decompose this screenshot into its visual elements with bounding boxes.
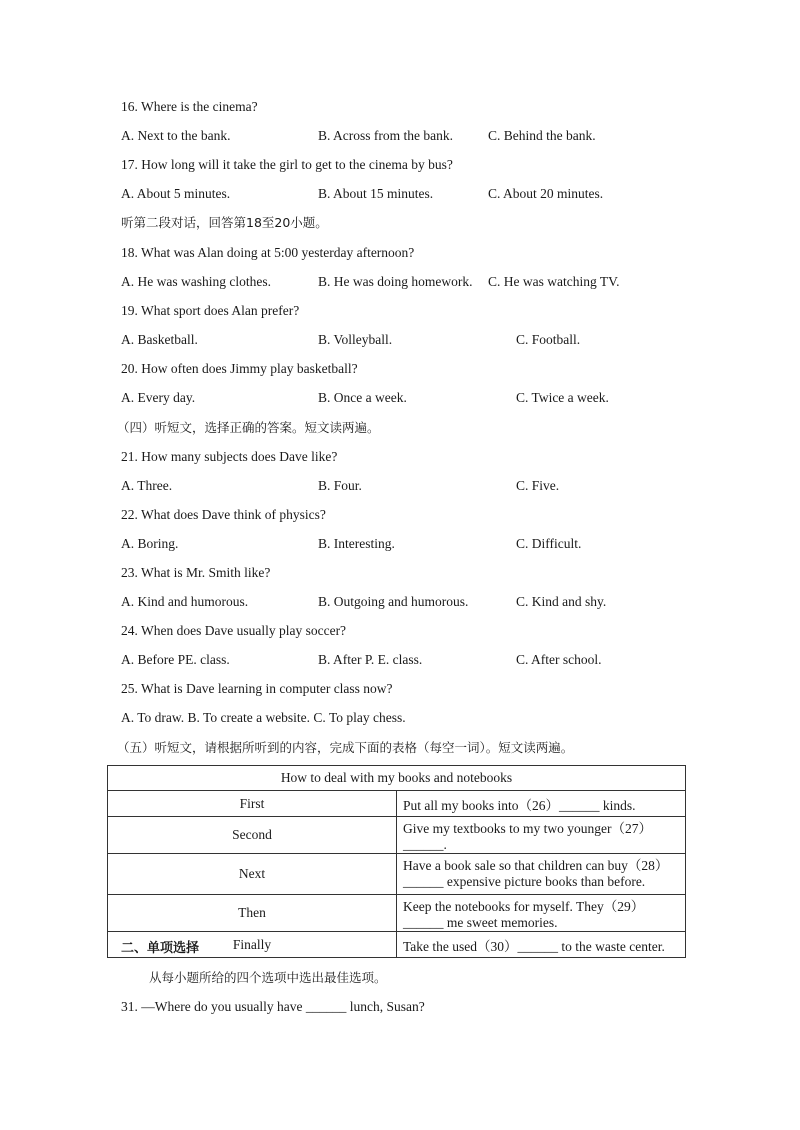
row-text: Take the used（30）______ to the waste center.	[397, 932, 686, 958]
row-label: Second	[108, 817, 397, 854]
question-18: 18. What was Alan doing at 5:00 yesterday afternoon?	[121, 245, 415, 260]
option-19a[interactable]: A. Basketball.	[121, 332, 198, 347]
table-row	[108, 854, 686, 895]
option-21b[interactable]: B. Four.	[318, 478, 362, 493]
option-16c[interactable]: C. Behind the bank.	[488, 128, 596, 143]
option-17c[interactable]: C. About 20 minutes.	[488, 186, 604, 201]
row-label: Then	[108, 895, 397, 932]
table-row	[108, 817, 686, 854]
option-23b[interactable]: B. Outgoing and humorous.	[318, 594, 469, 609]
row-label: Finally	[108, 932, 397, 958]
option-20a[interactable]: A. Every day.	[121, 390, 196, 405]
question-17: 17. How long will it take the girl to get to the cinema by bus?	[121, 157, 453, 172]
option-22b[interactable]: B. Interesting.	[318, 536, 395, 551]
option-22c[interactable]: C. Difficult.	[516, 536, 582, 551]
option-20b[interactable]: B. Once a week.	[318, 390, 407, 405]
table-row	[108, 791, 686, 817]
row-text: Keep the notebooks for myself. They（29）______ me sweet memories.	[397, 895, 686, 932]
question-24: 24. When does Dave usually play soccer?	[121, 623, 347, 638]
option-22a[interactable]: A. Boring.	[121, 536, 179, 551]
row-text: Have a book sale so that children can buy（28）______ expensive picture books than before.	[397, 854, 686, 895]
fill-in-table	[107, 765, 686, 958]
option-23a[interactable]: A. Kind and humorous.	[121, 594, 249, 609]
option-24a[interactable]: A. Before PE. class.	[121, 652, 230, 667]
option-20c[interactable]: C. Twice a week.	[516, 390, 609, 405]
option-24c[interactable]: C. After school.	[516, 652, 602, 667]
row-text: Put all my books into（26）______ kinds.	[397, 791, 686, 817]
option-19c[interactable]: C. Football.	[516, 332, 581, 347]
question-16: 16. Where is the cinema?	[121, 99, 258, 114]
section-2-heading: 二、单项选择	[121, 941, 200, 956]
option-17b[interactable]: B. About 15 minutes.	[318, 186, 434, 201]
option-16a[interactable]: A. Next to the bank.	[121, 128, 231, 143]
question-22: 22. What does Dave think of physics?	[121, 507, 326, 522]
part5-instruction: （五）听短文，请根据所听到的内容，完成下面的表格（每空一词）。短文读两遍。	[117, 740, 574, 755]
part4-instruction: （四）听短文，选择正确的答案。短文读两遍。	[117, 420, 380, 435]
row-label: First	[108, 791, 397, 817]
options-25[interactable]: A. To draw. B. To create a website. C. To play chess.	[121, 710, 406, 725]
section-2-instruction: 从每小题所给的四个选项中选出最佳选项。	[149, 970, 387, 985]
question-19: 19. What sport does Alan prefer?	[121, 303, 300, 318]
option-21c[interactable]: C. Five.	[516, 478, 560, 493]
dialog2-instruction: 听第二段对话，回答第18至20小题。	[121, 215, 328, 230]
option-19b[interactable]: B. Volleyball.	[318, 332, 393, 347]
question-21: 21. How many subjects does Dave like?	[121, 449, 338, 464]
row-label: Next	[108, 854, 397, 895]
question-31: 31. —Where do you usually have ______ lunch, Susan?	[121, 999, 425, 1014]
option-16b[interactable]: B. Across from the bank.	[318, 128, 453, 143]
option-24b[interactable]: B. After P. E. class.	[318, 652, 423, 667]
row-text: Give my textbooks to my two younger（27）______.	[397, 817, 686, 854]
table-title: How to deal with my books and notebooks	[108, 766, 686, 791]
option-17a[interactable]: A. About 5 minutes.	[121, 186, 231, 201]
question-20: 20. How often does Jimmy play basketball?	[121, 361, 358, 376]
question-23: 23. What is Mr. Smith like?	[121, 565, 271, 580]
option-18c[interactable]: C. He was watching TV.	[488, 274, 620, 289]
option-23c[interactable]: C. Kind and shy.	[516, 594, 607, 609]
table-row	[108, 895, 686, 932]
option-18b[interactable]: B. He was doing homework.	[318, 274, 473, 289]
option-21a[interactable]: A. Three.	[121, 478, 173, 493]
option-18a[interactable]: A. He was washing clothes.	[121, 274, 271, 289]
question-25: 25. What is Dave learning in computer class now?	[121, 681, 393, 696]
